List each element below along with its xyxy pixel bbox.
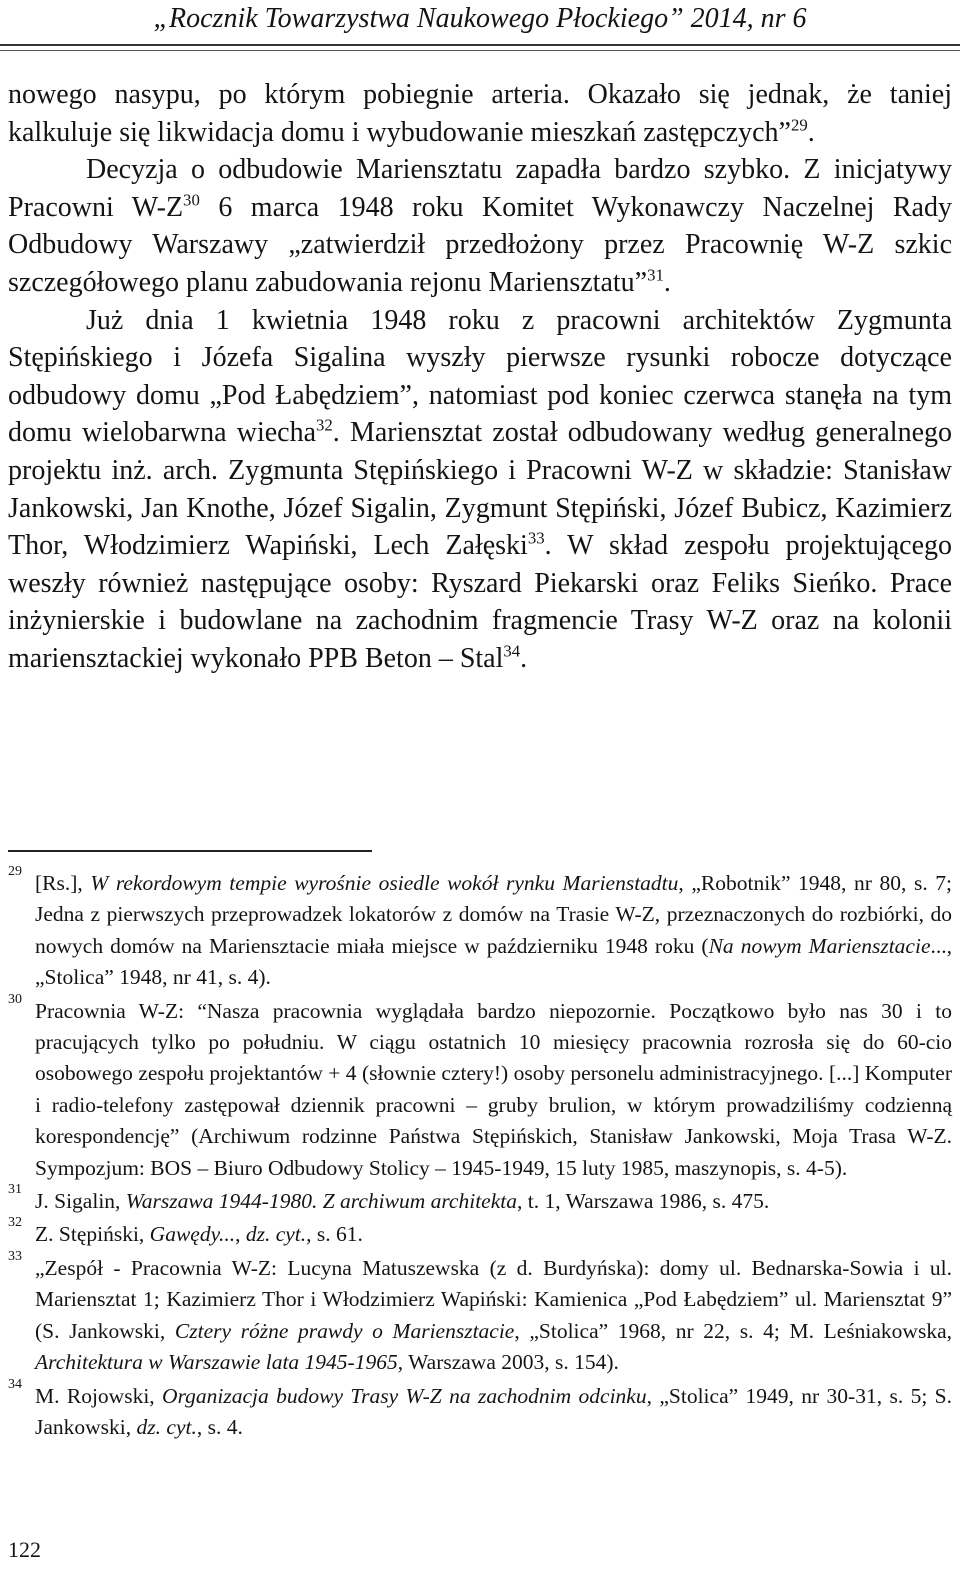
- paragraph-2: Decyzja o odbudowie Mariensztatu zapadła bardzo szybko. Z inicjatywy Pracowni $W-Z^{30}$ 6 marca 1948 roku Komitet Wykonawczy Naczelnej Rady Odbudowy Warszawy „zatwierdził przedłożony przez Pracownię W-Z szkic szczegółowego planu zabudowania rejonu Mariensztatu”$^{31}$.: [8, 154, 952, 298]
- footnotes: [8, 864, 952, 1443]
- paragraph-3: Już dnia 1 kwietnia 1948 roku z pracowni architektów Zygmunta Stępińskiego i Józefa Sigalina wyszły pierwsze rysunki robocze dotyczące odbudowy domu „Pod Łabędziem”, natomiast pod koniec czerwca stanęła na tym domu wielobarwna wiecha$^{32}$. Mariensztat został odbudowany według generalnego projektu inż. arch. Zygmunta Stępińskiego i Pracowni W-Z w składzie: Stanisław Jankowski, Jan Knothe, Józef Sigalin, Zygmunt Stępiński, Józef Bubicz, Kazimierz Thor, Włodzimierz Wapiński, Lech Załęski$^{33}$. W skład zespołu projektującego weszły również następujące osoby: Ryszard Piekarski oraz Feliks Sieńko. Prace inżynierskie i budowlane na zachodnim fragmencie Trasy W-Z oraz na kolonii mariensztackiej wykonało PPB Beton – Stal$^{34}$.: [8, 304, 953, 674]
- footnote-33: 33 „Zespół - Pracownia W-Z: Lucyna Matuszewska (z d. Burdyńska): domy ul. Bednarska-Sowia i ul. Mariensztat 1; Kazimierz Thor i Włodzimierz Wapiński: Kamienica „Pod Łabędziem” ul. Mariensztat 9” (S. Jankowski, Cztery różne prawdy o Mariensztacie, „Stolica” 1968, nr 22, s. 4; M. Leśniakowska, Architektura w Warszawie lata 1945-1965, Warszawa 2003, s. 154).: [8, 1248, 952, 1375]
- footnote-number: 29: [8, 864, 22, 879]
- footnote-ref-31[interactable]: 31: [647, 265, 664, 285]
- footnote-number: 32: [8, 1215, 22, 1231]
- footnote-30: 30 Pracownia W-Z: “Nasza pracownia wyglądała bardzo niepozornie. Początkowo było nas 30 i to pracujących tylko po południu. W ciągu ostatnich 10 miesięcy pracownia rozrosła się do 60-cio osobowego zespołu projektantów + 4 (słownie cztery!) osoby personelu administracyjnego. [...] Komputer i radio-telefony zastępował dziennik pracowni – gruby brulion, w którym prowadziliśmy codzienną korespondencję” (Archiwum rodzinne Państwa Stępińskich, Stanisław Jankowski, Moja Trasa W-Z. Sympozjum: BOS – Biuro Odbudowy Stolicy – 1945-1949, 15 luty 1985, maszynopis, s. 4-5).: [8, 991, 952, 1180]
- footnote-separator: [8, 850, 372, 852]
- footnote-ref-29[interactable]: 29: [790, 115, 808, 135]
- footnote-number: 31: [8, 1182, 22, 1198]
- paragraph-1: nowego nasypu, po którym pobiegnie arteria. Okazało się jednak, że taniej kalkuluje się likwidacja domu i wybudowanie mieszkań zastępczych”$^{29}$.: [8, 79, 952, 148]
- footnote-ref-30[interactable]: 30: [183, 190, 200, 210]
- main-text: [8, 76, 952, 678]
- footnote-ref-34[interactable]: 34: [503, 641, 521, 661]
- header-rule: [0, 44, 960, 46]
- footnote-number: 30: [8, 991, 22, 1007]
- footnote-32: 32 Z. Stępiński, Gawędy..., dz. cyt., s. 61.: [8, 1215, 363, 1247]
- footnote-34: 34 M. Rojowski, Organizacja budowy Trasy W-Z na zachodnim odcinku, „Stolica” 1949, nr 30-31, s. 5; S. Jankowski, dz. cyt., s. 4.: [8, 1376, 952, 1439]
- footnote-31: 31 J. Sigalin, Warszawa 1944-1980. Z archiwum architekta, t. 1, Warszawa 1986, s. 475.: [8, 1182, 770, 1214]
- footnote-29: 29 [Rs.], W rekordowym tempie wyrośnie osiedle wokół rynku Marienstadtu, „Robotnik” 1948, nr 80, s. 7; Jedna z pierwszych przeprowadzek lokatorów z domów na Trasie W-Z, przeznaczonych do rozbiórki, do nowych domów na Mariensztacie miała miejsce w październiku 1948 roku (Na nowym Mariensztacie..., „Stolica” 1948, nr 41, s. 4).: [8, 864, 952, 990]
- running-header: „Rocznik Towarzystwa Naukowego Płockiego” 2014, nr 6: [153, 3, 807, 34]
- footnote-number: 33: [8, 1248, 22, 1264]
- page-number: 122: [8, 1537, 41, 1562]
- footnote-ref-33[interactable]: 33: [527, 528, 545, 548]
- header-rule-thin: [0, 50, 960, 51]
- footnote-number: 34: [8, 1376, 22, 1392]
- footnote-ref-32[interactable]: 32: [316, 416, 333, 436]
